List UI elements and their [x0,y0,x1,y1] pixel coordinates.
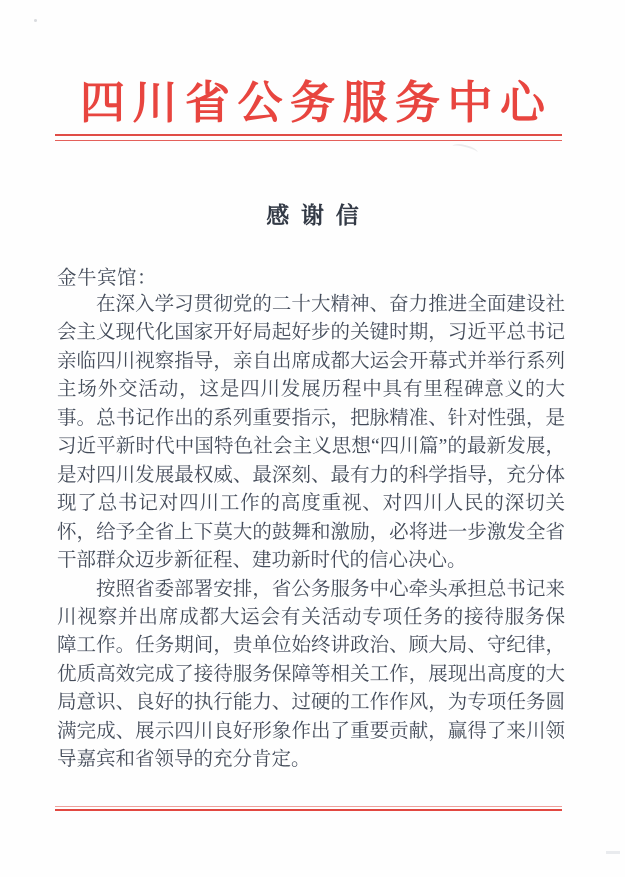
scan-artifact-mark [606,851,620,854]
letter-line: 川视察并出席成都大运会有关活动专项任务的接待服务保 [57,606,565,628]
letter-line: 干部群众迈步新征程、建功新时代的信心决心。 [57,550,467,572]
letter-body [57,291,565,775]
letter-line: 怀，给予全省上下莫大的鼓舞和激励，必将进一步激发全省 [57,521,565,543]
letter-line: 主场外交活动，这是四川发展历程中具有里程碑意义的大 [57,379,565,401]
letter-line: 现了总书记对四川工作的高度重视、对四川人民的深切关 [57,493,565,515]
letter-line: 局意识、良好的执行能力、过硬的工作作风，为专项任务圆 [57,692,565,714]
letter-line: 会主义现代化国家开好局起好步的关键时期，习近平总书记 [57,322,565,344]
letter-line: 障工作。任务期间，贵单位始终讲政治、顾大局、守纪律， [57,635,565,657]
letter-line: 亲临四川视察指导，亲自出席成都大运会开幕式并举行系列 [57,350,565,372]
letter-line: 导嘉宾和省领导的充分肯定。 [57,749,311,771]
footer-double-rule [55,806,562,811]
letter-title: 感 谢 信 [266,203,362,228]
letter-line: 满完成、展示四川良好形象作出了重要贡献，赢得了来川领 [57,720,565,742]
letter-line: 事。总书记作出的系列重要指示，把脉精准、针对性强，是 [57,407,565,429]
letter-line: 习近平新时代中国特色社会主义思想“四川篇”的最新发展， [57,436,565,458]
scan-artifact-dot [34,19,37,22]
letter-line: 在深入学习贯彻党的二十大精神、奋力推进全面建设社 [96,294,565,315]
letter-salutation: 金牛宾馆： [57,268,158,289]
letter-paragraph-1 [57,291,565,576]
letter-line: 按照省委部署安排，省公务服务中心牵头承担总书记来 [96,578,565,600]
scan-artifact-smudge [451,142,478,157]
letter-paragraph-2 [57,576,565,775]
letter-line: 是对四川发展最权威、最深刻、最有力的科学指导，充分体 [57,464,565,486]
letterhead-org-name: 四川省公务服务中心 [79,78,553,128]
letterhead-double-rule [55,134,562,141]
letter-line: 优质高效完成了接待服务保障等相关工作，展现出高度的大 [57,663,565,685]
